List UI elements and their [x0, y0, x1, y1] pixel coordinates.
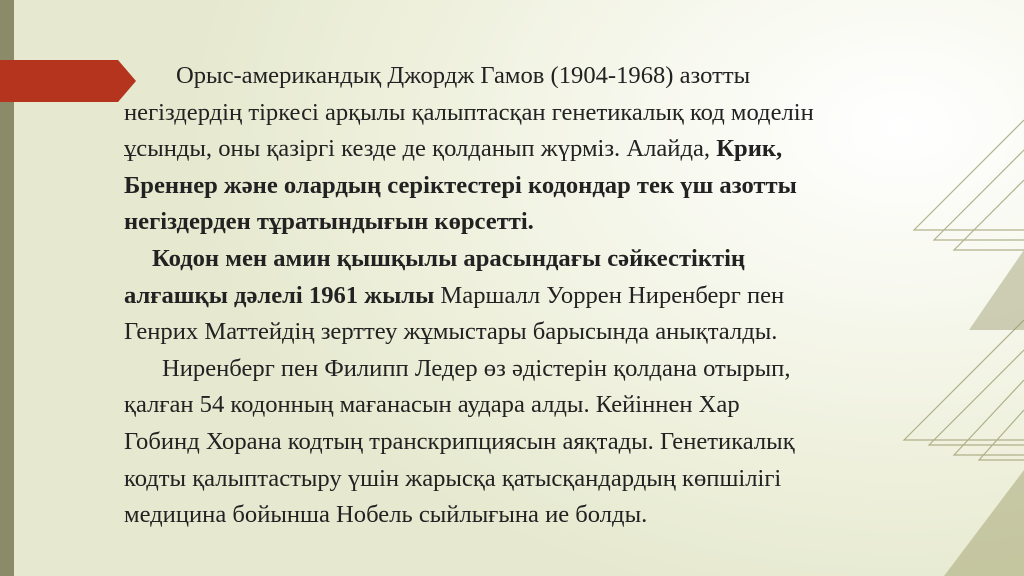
- text-line: Гобинд Хорана кодтың транскрипциясын аяқтады. Генетикалық: [124, 427, 795, 455]
- text-line: Кодон мен амин қышқылы арасындағы сәйкестіктің: [152, 244, 746, 272]
- text-line: алғашқы дәлелі 1961 жылы Маршалл Уоррен Ниренберг пен: [124, 281, 785, 309]
- text-line: Генрих Маттейдің зерттеу жұмыстары барысында анықталды.: [124, 318, 778, 346]
- text-line: медицина бойынша Нобель сыйлығына ие болды.: [124, 501, 648, 529]
- text-line: қалған 54 кодонның мағанасын аудара алды. Кейіннен Хар: [124, 391, 740, 419]
- red-arrow-marker: [0, 60, 136, 102]
- slide-body-text: [124, 58, 984, 534]
- text-line: Ниренберг пен Филипп Ледер өз әдістерін қолдана отырып,: [162, 354, 791, 382]
- text-line: ұсынды, оны қазіргі кезде де қолданып жүрміз. Алайда, Крик,: [124, 135, 783, 163]
- text-line: негіздерден тұратындығын көрсетті.: [124, 208, 534, 236]
- text-line: кодты қалыптастыру үшін жарысқа қатысқандардың көпшілігі: [124, 464, 782, 492]
- text-line: Орыс-американдық Джордж Гамов (1904-1968) азотты: [176, 62, 751, 89]
- text-line: негіздердің тіркесі арқылы қалыптасқан генетикалық код моделін: [124, 98, 814, 126]
- text-line: Бреннер және олардың серіктестері кодондар тек үш азотты: [124, 171, 797, 199]
